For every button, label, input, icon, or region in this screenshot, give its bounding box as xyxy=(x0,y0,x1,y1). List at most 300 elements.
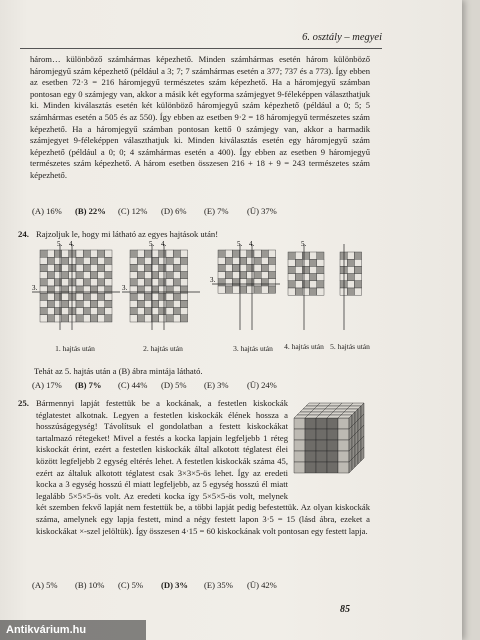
problem-25-solution: Bármennyi lapját festettük be a kockának, a festetlen kiskockák téglatestet alkotnak. Legyen a festetlen kiskockák élének hossza a hosszúságegység! Távolítsuk el gondolatban a festett kiskockákat tartalmazó rétegeket! Mivel a festés a kocka lapjain legfeljebb 1 réteg kiskockát érint, ezért a festetlen kiskockák által alkotott téglatest élei között legfeljebb 2 egység eltérés lehet. A festetlen kiskockák száma 45, ezért az általuk alkotott téglatest csak 3×3×5-ös lehet. Így az eredeti kocka a 3 egység hosszú él miatt legfeljebb, az 5 egység hosszú él miatt legalább 5×5×5-ös volt. Az eredeti kocka így 5×5×5-ös volt, melynek két szemben fekvő lapját nem festettük be, a többi lapját pedig befestettük. Az olyan kiskockák száma, amelynek egy lapja festett, mind a négy festett lapon 3·5 = 15 (lásd ábra, ezeket a kiskockákat ×-szel jelöltük). Így összesen 4·15 = 60 kiskockának volt pontosan egy festett lapja. xyxy=(36,398,370,536)
grid-cell xyxy=(166,300,173,307)
grid-cell xyxy=(261,250,268,257)
grid-cell xyxy=(302,259,309,266)
grid-cell xyxy=(310,266,317,273)
cube-front-cell xyxy=(294,451,305,462)
grid-cell xyxy=(288,288,295,295)
grid-cell xyxy=(310,274,317,281)
grid-cell xyxy=(166,250,173,257)
grid-cell xyxy=(225,250,232,257)
grid-cell xyxy=(295,288,302,295)
grid-cell xyxy=(180,300,187,307)
grid-cell xyxy=(302,274,309,281)
grid-cell xyxy=(218,272,225,279)
grid-cell xyxy=(159,293,166,300)
grid-cell xyxy=(40,272,47,279)
grid-cell xyxy=(90,264,97,271)
grid-cell xyxy=(47,264,54,271)
grid-cell xyxy=(90,308,97,315)
grid-cell xyxy=(354,259,361,266)
grid-cell xyxy=(130,308,137,315)
grid-cell xyxy=(173,315,180,322)
grid-cell xyxy=(130,250,137,257)
cube-front-cell xyxy=(316,451,327,462)
grid-cell xyxy=(159,257,166,264)
grid-cell xyxy=(173,279,180,286)
grid-cell xyxy=(62,264,69,271)
grid-cell xyxy=(90,250,97,257)
grid-cell xyxy=(137,257,144,264)
grid-cell xyxy=(225,279,232,286)
grid-cell xyxy=(54,257,61,264)
grid-cell xyxy=(240,279,247,286)
grid-cell xyxy=(130,272,137,279)
grid-cell xyxy=(69,279,76,286)
cube-front-cell xyxy=(305,440,316,451)
watermark: Antikvárium.hu xyxy=(0,620,146,640)
grid-cell xyxy=(130,257,137,264)
cube-front-cell xyxy=(294,440,305,451)
grid-cell xyxy=(137,272,144,279)
grid-cell xyxy=(83,300,90,307)
problem-24-question: Rajzoljuk le, hogy mi látható az egyes hajtások után! xyxy=(36,229,219,239)
grid-cell xyxy=(144,257,151,264)
grid-cell xyxy=(247,257,254,264)
grid-cell xyxy=(76,300,83,307)
grid-cell xyxy=(354,281,361,288)
problem-25-number: 25. xyxy=(18,398,29,408)
grid-cell xyxy=(83,272,90,279)
grid-cell xyxy=(105,308,112,315)
grid-cell xyxy=(98,315,105,322)
grid-cell xyxy=(232,279,239,286)
grid-cell xyxy=(310,281,317,288)
grid-cell xyxy=(62,250,69,257)
grid-cell xyxy=(225,286,232,293)
answer-option-correct: (D) 3% xyxy=(161,580,188,590)
fold-mark: 5. xyxy=(57,240,63,248)
grid-cell xyxy=(54,300,61,307)
grid-cell xyxy=(232,257,239,264)
grid-cell xyxy=(152,315,159,322)
grid-cell xyxy=(268,257,275,264)
grid-cell xyxy=(76,293,83,300)
caption-fold-4: 4. hajtás után xyxy=(284,342,324,351)
grid-cell xyxy=(288,252,295,259)
grid-cell xyxy=(310,252,317,259)
grid-cell xyxy=(47,308,54,315)
grid-cell xyxy=(240,286,247,293)
grid-cell xyxy=(247,279,254,286)
grid-cell xyxy=(254,257,261,264)
grid-cell xyxy=(180,308,187,315)
fold-mark: 3. xyxy=(122,284,128,292)
grid-cell xyxy=(47,272,54,279)
grid-cell xyxy=(268,286,275,293)
grid-cell xyxy=(62,272,69,279)
grid-cell xyxy=(261,272,268,279)
grid-cell xyxy=(105,250,112,257)
grid-cell xyxy=(310,259,317,266)
grid-cell xyxy=(347,252,354,259)
grid-cell xyxy=(254,250,261,257)
caption-fold-1: 1. hajtás után xyxy=(55,344,95,353)
grid-cell xyxy=(144,250,151,257)
answer-option-correct: (B) 22% xyxy=(75,206,106,216)
grid-cell xyxy=(69,300,76,307)
grid-cell xyxy=(137,264,144,271)
grid-cell xyxy=(159,272,166,279)
grid-cell xyxy=(62,257,69,264)
grid-cell xyxy=(218,250,225,257)
grid-cell xyxy=(166,315,173,322)
grid-cell xyxy=(69,257,76,264)
grid-cell xyxy=(347,281,354,288)
grid-cell xyxy=(62,300,69,307)
grid-cell xyxy=(69,315,76,322)
grid-cell xyxy=(76,272,83,279)
grid-cell xyxy=(295,252,302,259)
grid-cell xyxy=(247,286,254,293)
grid-cell xyxy=(76,264,83,271)
grid-cell xyxy=(247,272,254,279)
grid-cell xyxy=(40,293,47,300)
grid-cell xyxy=(159,279,166,286)
grid-cell xyxy=(288,274,295,281)
cube-front-cell xyxy=(338,418,349,429)
fold-mark: 4. xyxy=(249,240,255,248)
grid-cell xyxy=(47,250,54,257)
grid-cell xyxy=(98,293,105,300)
grid-cell xyxy=(232,264,239,271)
caption-fold-2: 2. hajtás után xyxy=(143,344,183,353)
grid-cell xyxy=(144,293,151,300)
grid-cell xyxy=(62,279,69,286)
grid-cell xyxy=(288,281,295,288)
problem-25-answers xyxy=(32,580,362,590)
grid-cell xyxy=(173,308,180,315)
grid-cell xyxy=(302,288,309,295)
grid-cell xyxy=(137,293,144,300)
grid-cell xyxy=(76,279,83,286)
grid-cell xyxy=(76,315,83,322)
grid-cell xyxy=(180,264,187,271)
grid-cell xyxy=(54,250,61,257)
grid-cell xyxy=(268,272,275,279)
grid-cell xyxy=(347,274,354,281)
grid-cell xyxy=(317,266,324,273)
grid-cell xyxy=(340,266,347,273)
grid-cell xyxy=(90,293,97,300)
cube-front-cell xyxy=(338,462,349,473)
grid-cell xyxy=(83,264,90,271)
grid-cell xyxy=(130,300,137,307)
grid-cell xyxy=(302,252,309,259)
grid-cell xyxy=(317,288,324,295)
answer-option: (C) 44% xyxy=(118,380,148,390)
fold-mark: 3. xyxy=(32,284,38,292)
grid-cell xyxy=(340,281,347,288)
cube-front-cell xyxy=(305,429,316,440)
grid-cell xyxy=(232,286,239,293)
grid-cell xyxy=(47,257,54,264)
painted-cube-figure xyxy=(290,400,372,498)
grid-cell xyxy=(105,300,112,307)
answer-option: (A) 17% xyxy=(32,380,62,390)
grid-cell xyxy=(90,315,97,322)
grid-cell xyxy=(83,293,90,300)
grid-cell xyxy=(354,288,361,295)
answer-option: (C) 5% xyxy=(118,580,144,590)
grid-cell xyxy=(340,274,347,281)
grid-cell xyxy=(130,315,137,322)
grid-cell xyxy=(98,308,105,315)
grid-cell xyxy=(47,293,54,300)
grid-cell xyxy=(173,250,180,257)
answer-option: (D) 5% xyxy=(161,380,187,390)
grid-cell xyxy=(69,264,76,271)
grid-cell xyxy=(159,300,166,307)
caption-fold-3: 3. hajtás után xyxy=(233,344,273,353)
grid-cell xyxy=(152,308,159,315)
grid-cell xyxy=(137,308,144,315)
grid-cell xyxy=(268,250,275,257)
grid-cell xyxy=(54,264,61,271)
fold-mark: 5. xyxy=(301,240,307,248)
grid-cell xyxy=(90,279,97,286)
grid-cell xyxy=(166,264,173,271)
cube-front-cell xyxy=(316,462,327,473)
grid-cell xyxy=(295,281,302,288)
answer-option: (E) 3% xyxy=(204,380,229,390)
grid-cell xyxy=(98,300,105,307)
grid-cell xyxy=(98,272,105,279)
grid-cell xyxy=(166,308,173,315)
cube-front-cell xyxy=(327,451,338,462)
cube-front-cell xyxy=(305,451,316,462)
grid-cell xyxy=(254,272,261,279)
grid-cell xyxy=(69,272,76,279)
grid-cell xyxy=(340,288,347,295)
cube-front-cell xyxy=(327,440,338,451)
grid-cell xyxy=(159,308,166,315)
grid-cell xyxy=(130,264,137,271)
grid-cell xyxy=(40,250,47,257)
grid-cell xyxy=(340,252,347,259)
answer-option: (A) 16% xyxy=(32,206,62,216)
grid-cell xyxy=(40,264,47,271)
cube-front-cell xyxy=(305,462,316,473)
grid-cell xyxy=(40,300,47,307)
problem-24-answers xyxy=(32,380,362,390)
grid-cell xyxy=(152,264,159,271)
grid-cell xyxy=(62,308,69,315)
grid-cell xyxy=(354,252,361,259)
grid-cell xyxy=(62,315,69,322)
grid-cell xyxy=(69,308,76,315)
grid-cell xyxy=(144,272,151,279)
grid-cell xyxy=(159,250,166,257)
grid-cell xyxy=(105,315,112,322)
grid-cell xyxy=(40,257,47,264)
grid-cell xyxy=(310,288,317,295)
grid-cell xyxy=(54,279,61,286)
grid-cell xyxy=(295,274,302,281)
grid-cell xyxy=(240,272,247,279)
grid-cell xyxy=(173,272,180,279)
grid-cell xyxy=(130,279,137,286)
cube-front-cell xyxy=(327,418,338,429)
answer-option: (Ü) 42% xyxy=(247,580,277,590)
fold-mark: 4. xyxy=(69,240,75,248)
grid-cell xyxy=(137,300,144,307)
grid-cell xyxy=(225,257,232,264)
grid-cell xyxy=(47,300,54,307)
grid-cell xyxy=(173,264,180,271)
problem-24-conclusion: Tehát az 5. hajtás után a (B) ábra mintája látható. xyxy=(34,366,203,376)
grid-cell xyxy=(347,288,354,295)
grid-cell xyxy=(40,315,47,322)
grid-cell xyxy=(240,250,247,257)
grid-cell xyxy=(76,250,83,257)
grid-cell xyxy=(137,250,144,257)
grid-cell xyxy=(268,279,275,286)
grid-cell xyxy=(90,300,97,307)
grid-cell xyxy=(302,281,309,288)
grid-cell xyxy=(105,293,112,300)
answer-option: (E) 7% xyxy=(204,206,229,216)
grid-cell xyxy=(302,266,309,273)
grid-cell xyxy=(47,315,54,322)
grid-cell xyxy=(144,264,151,271)
answer-option: (C) 12% xyxy=(118,206,148,216)
cube-front-cell xyxy=(294,418,305,429)
grid-cell xyxy=(105,264,112,271)
grid-cell xyxy=(76,308,83,315)
cube-front-cell xyxy=(338,429,349,440)
cube-front-cell xyxy=(327,462,338,473)
grid-cell xyxy=(247,250,254,257)
grid-cell xyxy=(261,257,268,264)
grid-cell xyxy=(83,257,90,264)
grid-cell xyxy=(130,293,137,300)
grid-cell xyxy=(180,279,187,286)
grid-cell xyxy=(354,266,361,273)
grid-cell xyxy=(288,259,295,266)
grid-cell xyxy=(180,293,187,300)
grid-cell xyxy=(69,250,76,257)
grid-cell xyxy=(90,257,97,264)
grid-cell xyxy=(159,315,166,322)
answer-option: (D) 6% xyxy=(161,206,187,216)
grid-cell xyxy=(40,308,47,315)
grid-cell xyxy=(232,272,239,279)
grid-cell xyxy=(288,266,295,273)
grid-cell xyxy=(240,264,247,271)
cube-front-cell xyxy=(338,440,349,451)
grid-cell xyxy=(166,257,173,264)
grid-cell xyxy=(83,250,90,257)
answer-option: (B) 10% xyxy=(75,580,105,590)
grid-cell xyxy=(40,279,47,286)
grid-cell xyxy=(317,252,324,259)
grid-cell xyxy=(317,274,324,281)
grid-cell xyxy=(180,250,187,257)
grid-cell xyxy=(180,257,187,264)
answer-option-correct: (B) 7% xyxy=(75,380,102,390)
grid-cell xyxy=(295,266,302,273)
grid-cell xyxy=(144,315,151,322)
grid-cell xyxy=(152,300,159,307)
grid-cell xyxy=(218,279,225,286)
grid-cell xyxy=(54,308,61,315)
grid-cell xyxy=(166,272,173,279)
cube-front-cell xyxy=(338,451,349,462)
grid-cell xyxy=(105,257,112,264)
grid-cell xyxy=(144,308,151,315)
grid-cell xyxy=(166,293,173,300)
grid-cell xyxy=(98,250,105,257)
header-title: 6. osztály – megyei xyxy=(302,32,382,43)
grid-cell xyxy=(268,264,275,271)
grid-cell xyxy=(218,264,225,271)
grid-cell xyxy=(340,259,347,266)
grid-cell xyxy=(173,300,180,307)
grid-cell xyxy=(152,272,159,279)
answer-option: (A) 5% xyxy=(32,580,58,590)
grid-cell xyxy=(152,257,159,264)
grid-cell xyxy=(354,274,361,281)
grid-cell xyxy=(69,293,76,300)
grid-cell xyxy=(347,266,354,273)
grid-cell xyxy=(295,259,302,266)
grid-cell xyxy=(83,315,90,322)
grid-cell xyxy=(218,257,225,264)
grid-cell xyxy=(225,272,232,279)
grid-cell xyxy=(54,315,61,322)
problem-24-number: 24. xyxy=(18,229,29,239)
grid-cell xyxy=(62,293,69,300)
grid-cell xyxy=(90,272,97,279)
grid-cell xyxy=(261,286,268,293)
grid-cell xyxy=(98,257,105,264)
fold-mark: 5. xyxy=(237,240,243,248)
cube-front-cell xyxy=(327,429,338,440)
answer-option: (Ü) 37% xyxy=(247,206,277,216)
grid-cell xyxy=(261,279,268,286)
grid-cell xyxy=(105,279,112,286)
caption-fold-5: 5. hajtás után xyxy=(330,342,370,351)
grid-cell xyxy=(254,279,261,286)
grid-cell xyxy=(137,315,144,322)
grid-cell xyxy=(144,300,151,307)
grid-cell xyxy=(173,293,180,300)
page-number: 85 xyxy=(340,604,350,615)
grid-cell xyxy=(159,264,166,271)
grid-cell xyxy=(54,293,61,300)
cube-front-cell xyxy=(294,429,305,440)
fold-mark: 4. xyxy=(161,240,167,248)
grid-cell xyxy=(218,286,225,293)
answer-option: (Ü) 24% xyxy=(247,380,277,390)
grid-cell xyxy=(98,264,105,271)
grid-cell xyxy=(180,315,187,322)
grid-cell xyxy=(180,272,187,279)
grid-cell xyxy=(54,272,61,279)
grid-cell xyxy=(347,259,354,266)
grid-cell xyxy=(83,308,90,315)
cube-front-cell xyxy=(316,418,327,429)
cube-front-cell xyxy=(316,429,327,440)
